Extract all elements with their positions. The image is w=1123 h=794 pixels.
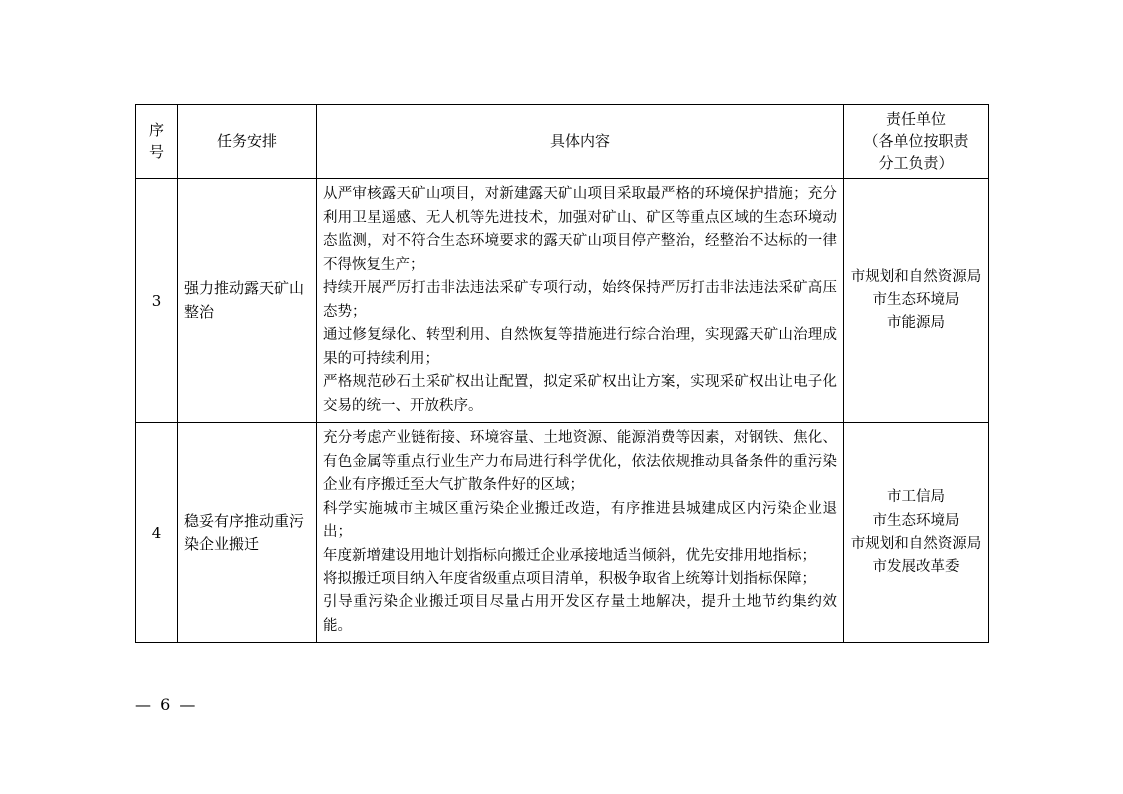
row-task: 强力推动露天矿山整治 [178, 179, 317, 423]
header-unit-line-3: 分工负责） [878, 153, 954, 172]
table-header-row [136, 105, 989, 179]
table-row [136, 179, 989, 423]
content-paragraph: 将拟搬迁项目纳入年度省级重点项目清单，积极争取省上统筹计划指标保障； [323, 571, 816, 587]
table-body [136, 179, 989, 643]
page-number: — 6 — [135, 695, 198, 714]
row-units [844, 179, 989, 423]
header-unit-line-1: 责任单位 [885, 110, 946, 128]
header-cell-seq: 序号 [136, 105, 178, 179]
header-cell-task: 任务安排 [178, 105, 317, 179]
unit-line: 市规划和自然资源局 [850, 535, 982, 552]
content-paragraph: 持续开展严厉打击非法违法采矿专项行动，始终保持严厉打击非法违法采矿高压态势； [323, 280, 837, 320]
unit-line: 市能源局 [887, 315, 945, 332]
unit-line: 市生态环境局 [872, 292, 960, 309]
row-task: 稳妥有序推动重污染企业搬迁 [178, 423, 317, 643]
content-paragraph: 充分考虑产业链衔接、环境容量、土地资源、能源消费等因素，对钢铁、焦化、有色金属等重点行业生产力布局进行科学优化，依法依规推动具备条件的重污染企业有序搬迁至大气扩散条件好的区域； [323, 430, 837, 494]
content-paragraph: 引导重污染企业搬迁项目尽量占用开发区存量土地解决，提升土地节约集约效能。 [323, 594, 837, 634]
task-table-container [135, 104, 988, 643]
table-row [136, 423, 989, 643]
row-seq: 4 [136, 423, 178, 643]
content-paragraph: 通过修复绿化、转型利用、自然恢复等措施进行综合治理，实现露天矿山治理成果的可持续利用； [323, 327, 837, 367]
unit-line: 市发展改革委 [872, 558, 960, 575]
header-cell-unit [844, 105, 989, 179]
unit-line: 市工信局 [887, 489, 945, 506]
table-header [136, 105, 989, 179]
content-paragraph: 严格规范砂石土采矿权出让配置，拟定采矿权出让方案，实现采矿权出让电子化交易的统一、开放秩序。 [323, 374, 837, 414]
content-paragraph: 从严审核露天矿山项目，对新建露天矿山项目采取最严格的环境保护措施；充分利用卫星遥感、无人机等先进技术，加强对矿山、矿区等重点区域的生态环境动态监测，对不符合生态环境要求的露天矿山项目停产整治，经整治不达标的一律不得恢复生产； [323, 186, 837, 273]
row-content [317, 179, 844, 423]
header-cell-content: 具体内容 [317, 105, 844, 179]
task-table [135, 104, 989, 643]
header-unit-line-2: （各单位按职责 [863, 131, 969, 150]
row-units [844, 423, 989, 643]
content-paragraph: 科学实施城市主城区重污染企业搬迁改造，有序推进县城建成区内污染企业退出； [323, 500, 837, 541]
unit-line: 市生态环境局 [872, 512, 960, 529]
unit-line: 市规划和自然资源局 [850, 268, 982, 285]
row-content [317, 423, 844, 643]
row-seq: 3 [136, 179, 178, 423]
content-paragraph: 年度新增建设用地计划指标向搬迁企业承接地适当倾斜，优先安排用地指标； [323, 547, 816, 564]
